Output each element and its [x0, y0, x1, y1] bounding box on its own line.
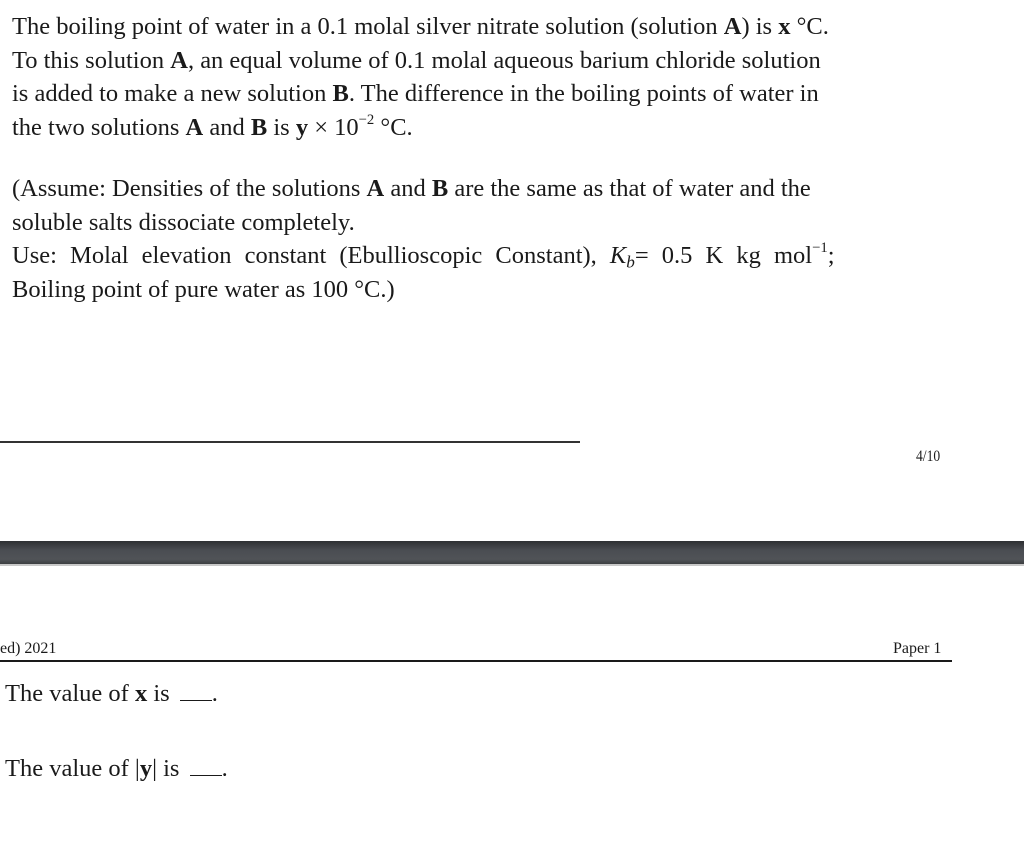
question-line-4: the two solutions A and B is $y \times 10^{-2}$ °C.	[12, 111, 413, 141]
assumption-line-2: soluble salts dissociate completely.	[12, 208, 355, 236]
assumption-line-3: Use: Molal elevation constant (Ebullioscopic Constant), $K_b= 0.5$ K kg mol$^{-1}$;	[12, 239, 835, 272]
answer-y-blank[interactable]	[190, 755, 222, 776]
question-line-1: The boiling point of water in a 0.1 molal silver nitrate solution (solution A) is x °C.	[12, 13, 829, 40]
page-header-year: ed) 2021	[0, 640, 57, 657]
page-separator	[0, 541, 1024, 566]
question-line-2: To this solution A, an equal volume of 0.1 molal aqueous barium chloride solution	[12, 46, 821, 74]
answer-x-prompt: The value of x is .	[5, 680, 218, 707]
question-paragraph	[12, 10, 942, 144]
question-line-3: is added to make a new solution B. The difference in the boiling points of water in	[12, 80, 819, 107]
assumption-line-4: Boiling point of pure water as 100 °C.)	[12, 275, 395, 303]
assumption-line-1: (Assume: Densities of the solutions A and B are the same as that of water and the	[12, 175, 811, 202]
answer-x-blank[interactable]	[180, 680, 212, 701]
answer-y-prompt: The value of |y| is .	[5, 755, 228, 782]
page-number: 4/10	[916, 448, 941, 465]
page-header-rule	[0, 660, 952, 662]
assumptions-paragraph	[12, 172, 942, 306]
footer-rule	[0, 441, 580, 443]
page-header-paper: Paper 1	[893, 640, 942, 657]
